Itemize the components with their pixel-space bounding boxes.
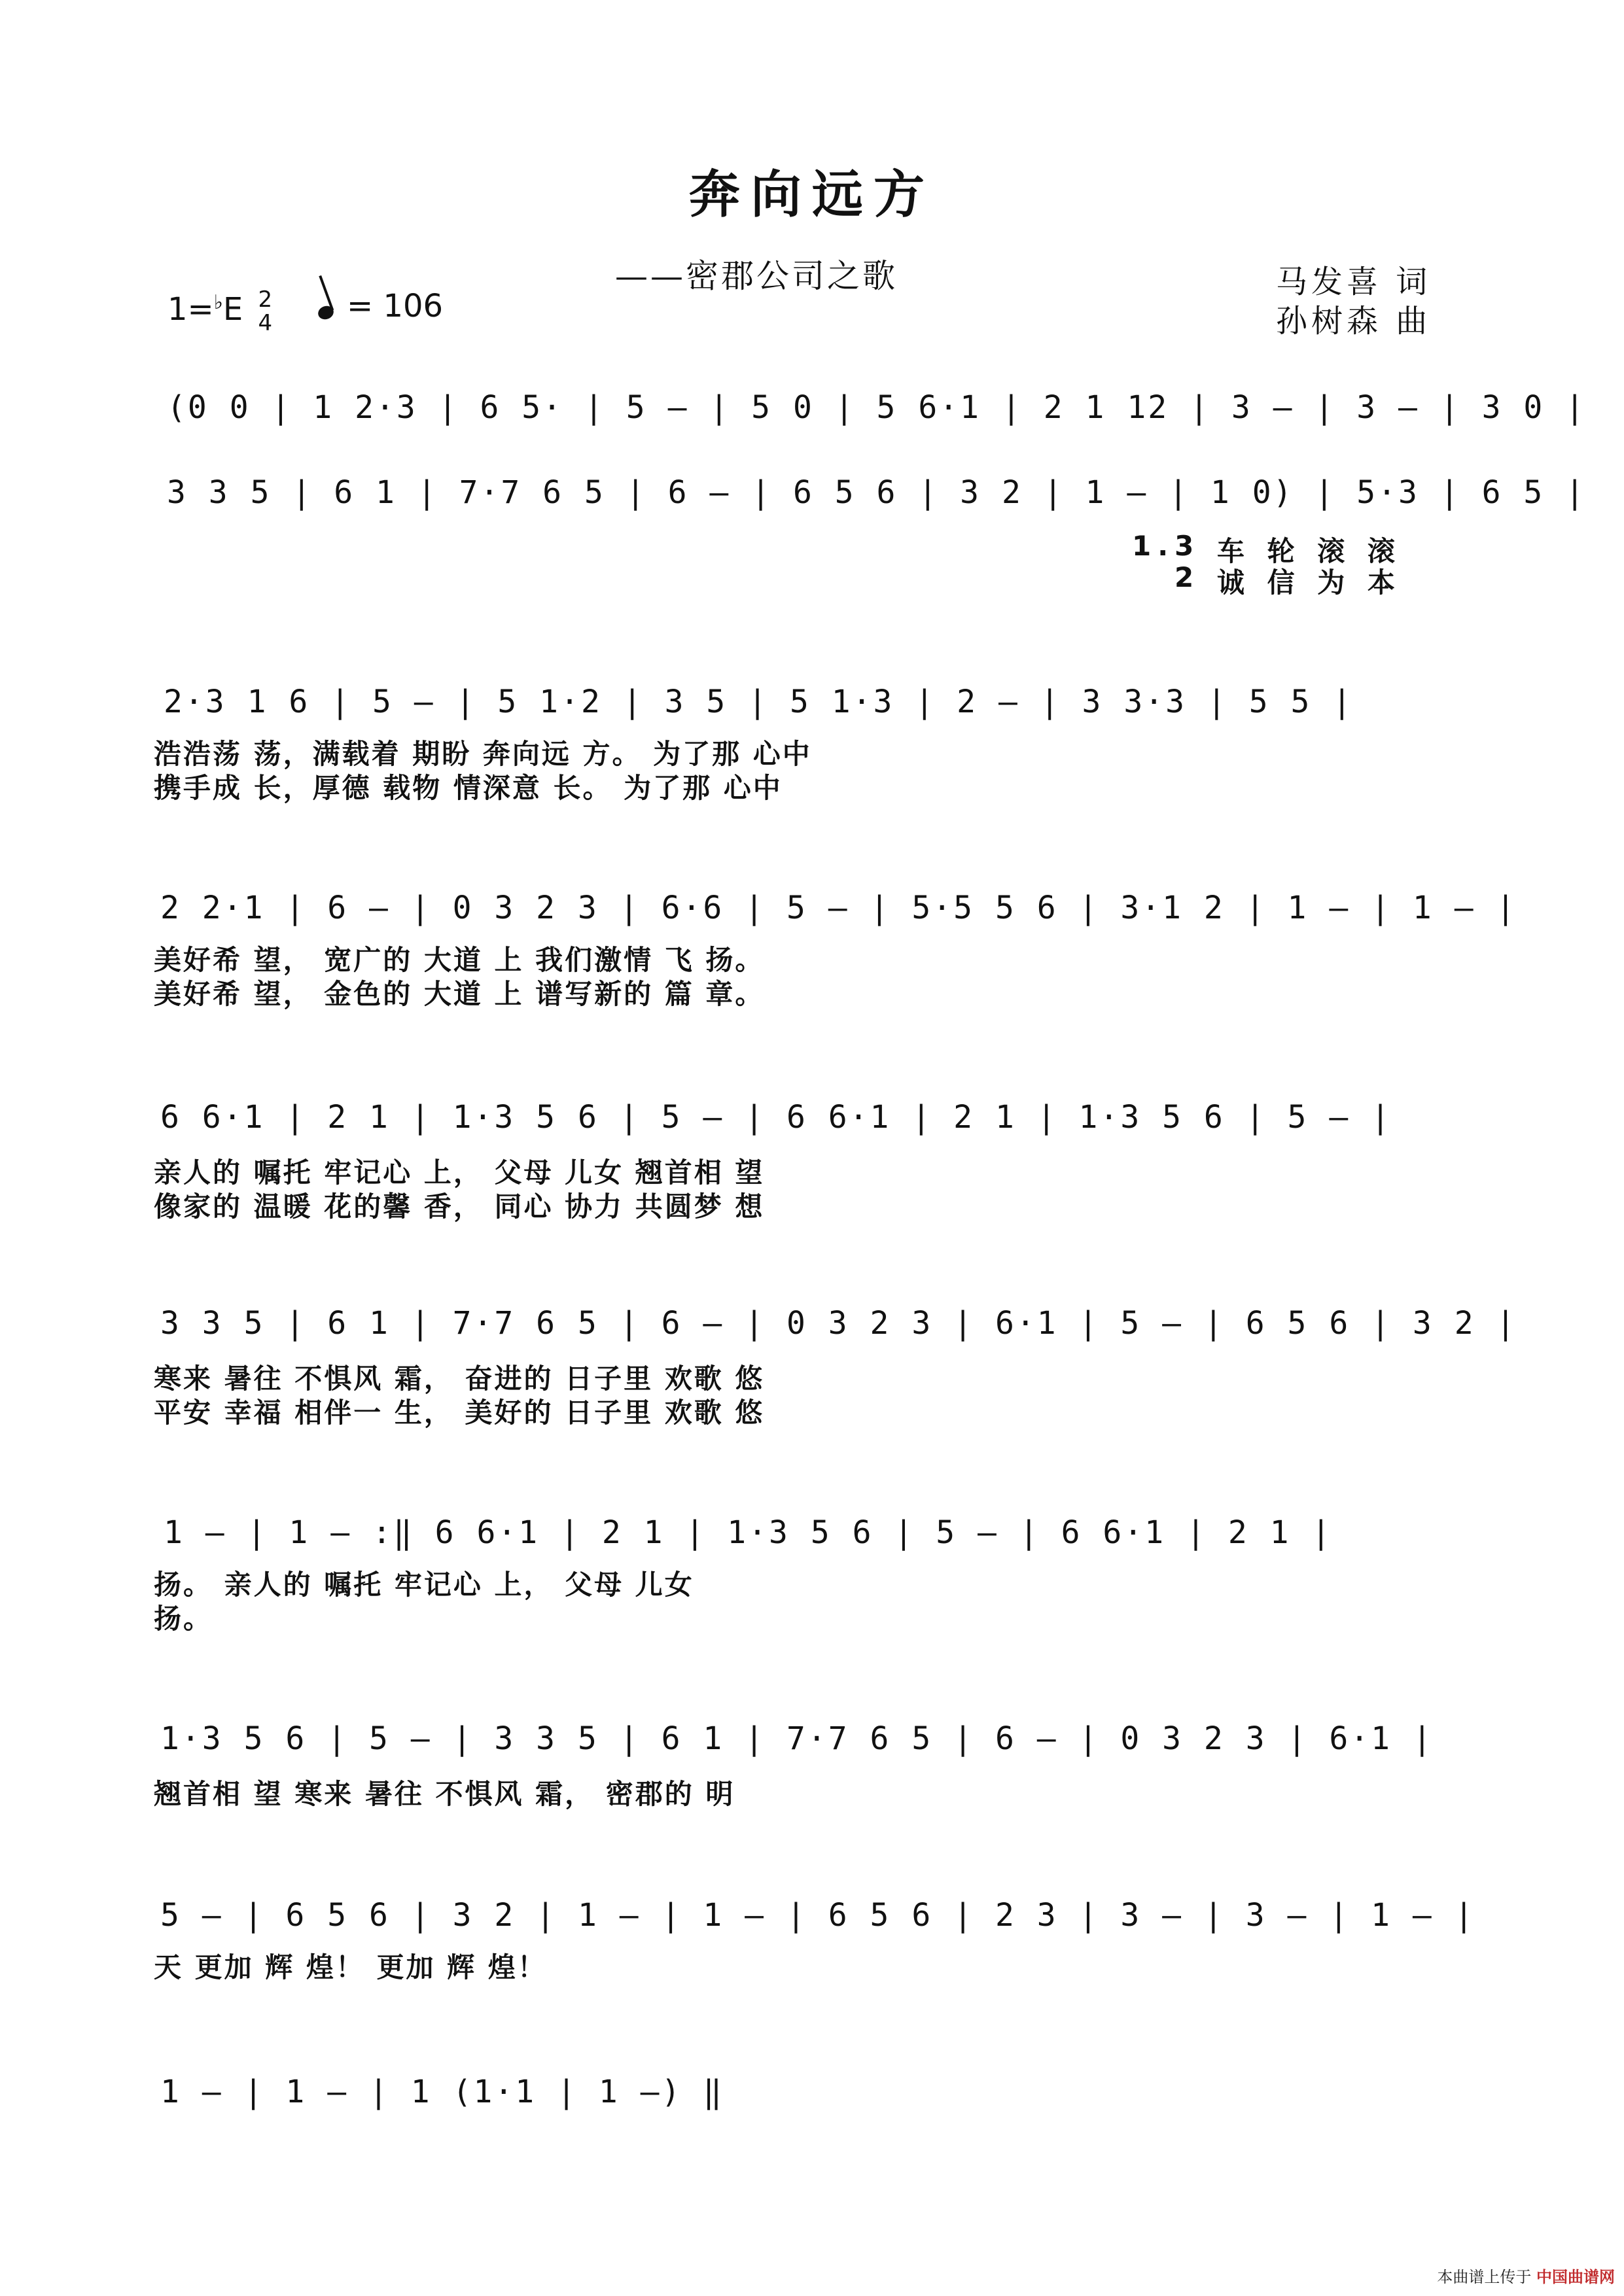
key-prefix: 1= xyxy=(168,291,214,328)
lyric-line-8-v1: 天 更加 辉 煌！ 更加 辉 煌！ xyxy=(154,1951,547,1983)
lyric-line-7-v1: 翘首相 望 寒来 暑往 不惧风 霜， 密郡的 明 xyxy=(154,1778,735,1810)
song-subtitle: ——密郡公司之歌 xyxy=(615,257,898,295)
notation-line-5: 6 6·1 | 2 1 | 1·3 5 6 | 5 – | 6 6·1 | 2 1 | 1·3 5 6 | 5 – | xyxy=(160,1099,1392,1136)
lyric-line-2-v2: 携手成 长，厚德 载物 情深意 长。 为了那 心中 xyxy=(154,772,783,804)
time-signature-top: 2 xyxy=(258,287,273,313)
notation-line-9: 5 – | 6 5 6 | 3 2 | 1 – | 1 – | 6 5 6 | 2 3 | 3 – | 3 – | 1 – | xyxy=(160,1897,1475,1934)
verse-prefix-1: 1.3 xyxy=(1132,530,1201,562)
flat-sign: ♭ xyxy=(213,291,223,314)
song-title: 奔向远方 xyxy=(688,165,935,224)
composer-credit: 孙树森 曲 xyxy=(1276,303,1432,339)
notation-line-2: 3 3 5 | 6 1 | 7·7 6 5 | 6 – | 6 5 6 | 3 2 | 1 – | 1 0) | 5·3 | 6 5 | xyxy=(167,474,1587,511)
notation-line-3: 2·3 1 6 | 5 – | 5 1·2 | 3 5 | 5 1·3 | 2 – | 3 3·3 | 5 5 | xyxy=(164,684,1354,720)
tempo-mark xyxy=(318,288,443,324)
lyric-line-4-v1: 亲人的 嘱托 牢记心 上， 父母 儿女 翘首相 望 xyxy=(154,1157,765,1189)
lyric-line-4-v2: 像家的 温暖 花的馨 香， 同心 协力 共圆梦 想 xyxy=(154,1191,765,1223)
lyric-line-5-v1: 寒来 暑往 不惧风 霜， 奋进的 日子里 欢歌 悠 xyxy=(154,1363,765,1395)
lyric-line-6-v2: 扬。 xyxy=(154,1603,213,1635)
notation-line-1: (0 0 | 1 2·3 | 6 5· | 5 – | 5 0 | 5 6·1 | 2 1 12 | 3 – | 3 – | 3 0 | xyxy=(167,389,1587,426)
time-signature xyxy=(258,288,273,335)
lyricist-credit: 马发喜 词 xyxy=(1276,264,1432,300)
watermark xyxy=(1437,2264,1615,2287)
lyric-line-3-v2: 美好希 望， 金色的 大道 上 谱写新的 篇 章。 xyxy=(154,978,765,1010)
lyric-line-3-v1: 美好希 望， 宽广的 大道 上 我们激情 飞 扬。 xyxy=(154,944,765,976)
lyric-line-6-v1: 扬。 亲人的 嘱托 牢记心 上， 父母 儿女 xyxy=(154,1569,694,1601)
verse-prefix-2: 2 xyxy=(1174,561,1201,593)
watermark-brand[interactable]: 中国曲谱网 xyxy=(1536,2268,1615,2286)
notation-line-8: 1·3 5 6 | 5 – | 3 3 5 | 6 1 | 7·7 6 5 | 6 – | 0 3 2 3 | 6·1 | xyxy=(160,1720,1434,1757)
notation-line-4: 2 2·1 | 6 – | 0 3 2 3 | 6·6 | 5 – | 5·5 5 6 | 3·1 2 | 1 – | 1 – | xyxy=(160,890,1517,926)
watermark-text: 本曲谱上传于 xyxy=(1437,2268,1532,2286)
time-signature-bottom: 4 xyxy=(258,310,273,336)
quarter-note-icon xyxy=(316,304,335,321)
notation-line-6: 3 3 5 | 6 1 | 7·7 6 5 | 6 – | 0 3 2 3 | 6·1 | 5 – | 6 5 6 | 3 2 | xyxy=(160,1305,1517,1342)
lyric-line-1-v2: 诚 信 为 本 xyxy=(1217,566,1402,599)
notation-line-10: 1 – | 1 – | 1 (1·1 | 1 –) ‖ xyxy=(160,2074,724,2110)
tempo-value: = 106 xyxy=(347,288,444,324)
lyric-line-1-v1: 车 轮 滚 滚 xyxy=(1217,535,1402,567)
lyric-line-2-v1: 浩浩荡 荡，满载着 期盼 奔向远 方。 为了那 心中 xyxy=(154,738,812,770)
key-signature xyxy=(168,288,277,335)
key-note: E xyxy=(222,291,243,328)
lyric-line-5-v2: 平安 幸福 相伴一 生， 美好的 日子里 欢歌 悠 xyxy=(154,1397,765,1429)
notation-line-7: 1 – | 1 – :‖ 6 6·1 | 2 1 | 1·3 5 6 | 5 – | 6 6·1 | 2 1 | xyxy=(164,1514,1333,1551)
